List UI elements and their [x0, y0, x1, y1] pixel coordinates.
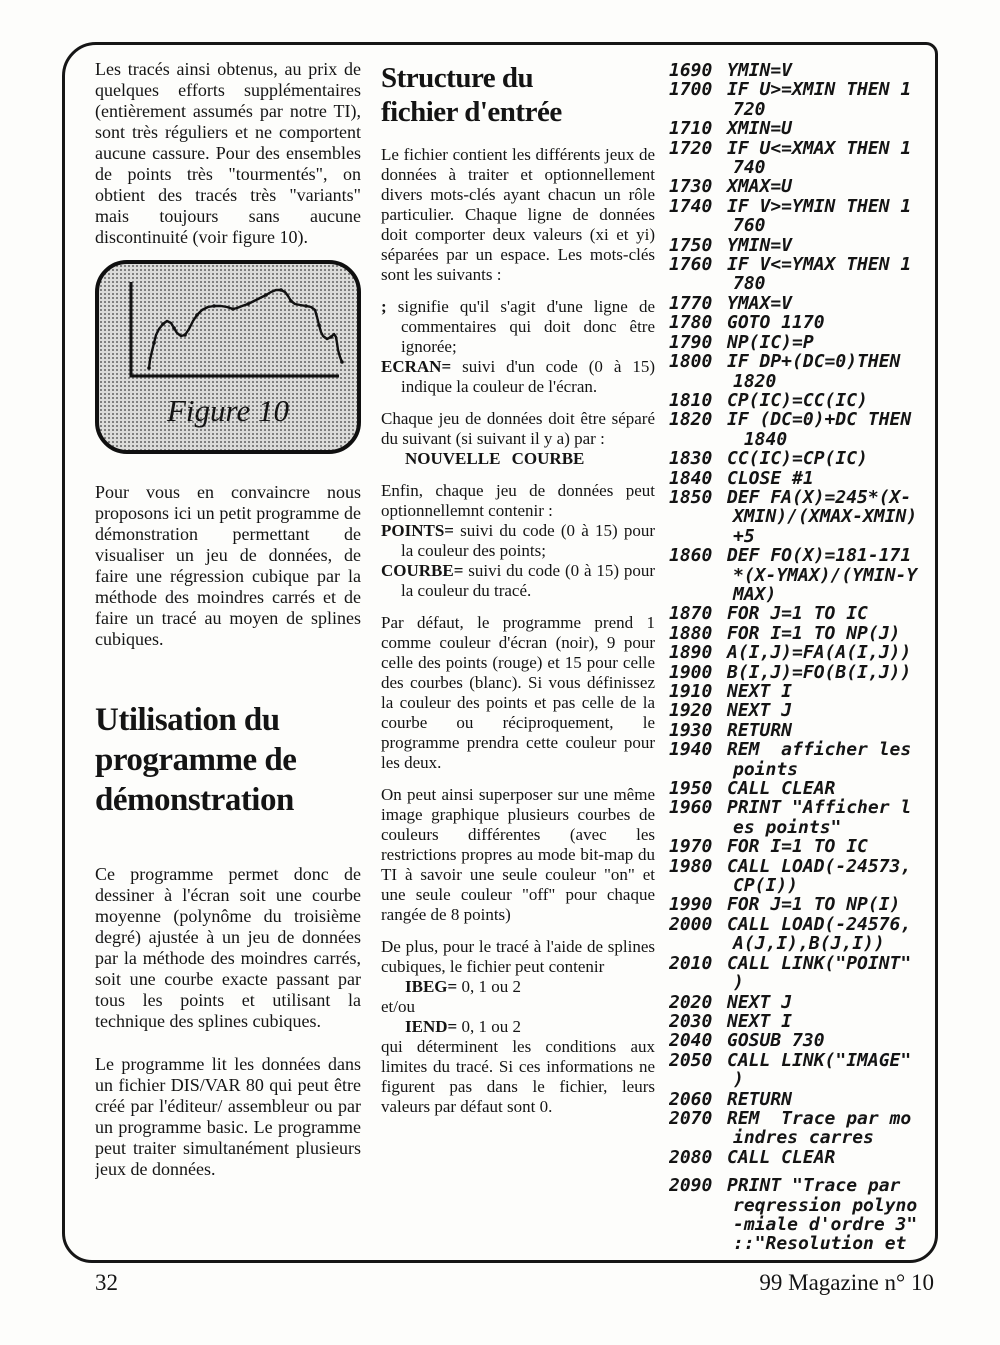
- code-text: CP(I)): [733, 875, 799, 897]
- code-line-number: 2060: [669, 1088, 713, 1110]
- code-line-number: 1740: [669, 195, 713, 217]
- figure-caption: Figure 10: [167, 393, 289, 428]
- code-line-1690: [669, 61, 929, 80]
- keyword-text: NOUVELLE COURBE: [405, 449, 585, 468]
- keyword-nouvelle-courbe: [381, 449, 655, 469]
- magazine-title: 99 Magazine n° 10: [759, 1270, 934, 1295]
- code-text: XMIN=U: [727, 118, 793, 140]
- code-text: NEXT I: [727, 1010, 793, 1032]
- code-line-1940: [669, 740, 929, 759]
- column-intro: [95, 59, 361, 1252]
- code-line-1920: [669, 701, 929, 720]
- code-line-number: 1820: [669, 409, 713, 431]
- code-text: REM afficher les: [727, 739, 912, 761]
- keyword-text: ECRAN=: [381, 357, 452, 376]
- code-line-2060: [669, 1090, 929, 1109]
- code-line-1710: [669, 119, 929, 138]
- section-heading-structure: [381, 61, 655, 129]
- code-line-number: 2040: [669, 1030, 713, 1052]
- code-line-1810: [669, 391, 929, 410]
- code-line-number: 1950: [669, 778, 713, 800]
- code-text: CALL CLEAR: [727, 778, 836, 800]
- intro-paragraph-2: Pour vous en convaincre nous proposons ici un petit programme de démonstration permettant de visualiser un jeu de données, de faire une régression cubique par la méthode des moindres carrés et de faire un tracé au moyen de splines cubiques.: [95, 482, 361, 649]
- code-line-1960-continuation: [669, 818, 929, 837]
- page-footer: [62, 1270, 938, 1296]
- code-line-2080: [669, 1148, 929, 1167]
- code-line-1840: [669, 469, 929, 488]
- body-text: Par défaut, le programme prend 1 comme couleur d'écran (noir), 9 pour celle des points (rouge) et 15 pour celle des courbes (blanc). Si vous définissez la couleur des points et pas celle de la courbe ou réciproquement, le programme prendra cette couleur pour les deux.: [381, 613, 655, 772]
- code-text: IF DP+(DC=0)THEN: [727, 351, 901, 373]
- code-line-2040: [669, 1031, 929, 1050]
- code-line-1960: [669, 798, 929, 817]
- page-number: 32: [95, 1270, 118, 1295]
- code-text: CP(IC)=CC(IC): [727, 389, 868, 411]
- code-text: NEXT J: [727, 991, 793, 1013]
- code-line-number: 2010: [669, 952, 713, 974]
- code-line-1700: [669, 80, 929, 99]
- code-line-2030: [669, 1012, 929, 1031]
- code-line-2050-continuation: [669, 1070, 929, 1089]
- code-line-1910: [669, 682, 929, 701]
- code-line-number: 2080: [669, 1146, 713, 1168]
- code-text: CC(IC)=CP(IC): [727, 448, 868, 470]
- code-line-1830: [669, 449, 929, 468]
- code-text: IF U<=XMAX THEN 1: [727, 137, 912, 159]
- body-text: Le fichier contient les différents jeux de données à traiter et optionnellement divers mots-clés ayant chacun un rôle particulier. Chaque ligne de données doit comporter deux valeurs (xi et yi) séparées par un espace. Les mots-clés sont les suivants :: [381, 145, 655, 284]
- body-text: On peut ainsi superposer sur une même image graphique plusieurs courbes de couleurs différentes (avec les restrictions propres au mode bit-map du TI à savoir une seule couleur "on" et une seule couleur "off" pour chaque rangée de 8 points): [381, 785, 655, 924]
- code-line-number: 2020: [669, 991, 713, 1013]
- code-line-1770: [669, 294, 929, 313]
- code-text: FOR J=1 TO NP(I): [727, 894, 901, 916]
- code-text: A(I,J)=FA(A(I,J)): [727, 642, 912, 664]
- code-line-2070-continuation: [669, 1128, 929, 1147]
- keyword-text: ;: [381, 297, 398, 316]
- code-text: CALL LINK("POINT": [727, 952, 912, 974]
- body-text: suivi d'un code (0 à 15) indique la couleur de l'écran.: [401, 357, 655, 396]
- code-line-number: 1910: [669, 681, 713, 702]
- code-line-2020: [669, 993, 929, 1012]
- column-structure: [381, 59, 655, 1252]
- code-line-number: 1970: [669, 836, 713, 858]
- code-text: CALL LINK("IMAGE": [727, 1049, 912, 1071]
- code-line-number: 2000: [669, 913, 713, 935]
- code-line-1850-continuation: [669, 527, 929, 546]
- plot-curve-dots: [147, 288, 344, 370]
- code-line-1720: [669, 139, 929, 158]
- code-text: MAX): [733, 583, 777, 605]
- code-text: 1840: [733, 428, 788, 450]
- code-line-number: 1780: [669, 312, 713, 334]
- code-line-number: 1690: [669, 60, 713, 81]
- code-text: points: [733, 758, 799, 780]
- code-line-1760-continuation: [669, 274, 929, 293]
- code-text: PRINT "Trace par: [727, 1175, 901, 1197]
- code-line-1740: [669, 197, 929, 216]
- usage-paragraph-1: Ce programme permet donc de dessiner à l'écran soit une courbe moyenne (polynôme du troisième degré) ajustée à un jeu de données par la méthode des moindres carrés, soit une courbe exacte passant par tous les points et utilisant la technique des splines cubiques.: [95, 864, 361, 1031]
- code-line-number: 2050: [669, 1049, 713, 1071]
- plot-curve: [149, 290, 342, 368]
- code-text: CALL CLEAR: [727, 1146, 836, 1168]
- code-text: RETURN: [727, 1088, 793, 1110]
- code-line-number: 1860: [669, 545, 713, 567]
- superposition-paragraph: [381, 785, 655, 925]
- code-line-number: 1840: [669, 467, 713, 489]
- code-line-number: 1800: [669, 351, 713, 373]
- code-text: CLOSE #1: [727, 467, 814, 489]
- page-frame: [62, 42, 938, 1263]
- code-line-2010: [669, 954, 929, 973]
- code-text: XMAX=U: [727, 176, 793, 198]
- code-line-1930: [669, 721, 929, 740]
- code-line-1780: [669, 313, 929, 332]
- code-line-number: 1700: [669, 79, 713, 101]
- code-text: indres carres: [733, 1127, 874, 1149]
- code-line-2070: [669, 1109, 929, 1128]
- code-line-number: 1990: [669, 894, 713, 916]
- code-text: +5: [733, 525, 755, 547]
- code-line-1980: [669, 857, 929, 876]
- code-line-number: 1870: [669, 603, 713, 625]
- code-line-number: 1880: [669, 622, 713, 644]
- code-line-1860: [669, 546, 929, 565]
- code-line-1900: [669, 663, 929, 682]
- code-line-1820-continuation: [669, 430, 929, 449]
- code-line-1800: [669, 352, 929, 371]
- code-line-1760: [669, 255, 929, 274]
- code-line-1980-continuation: [669, 876, 929, 895]
- keyword-ecran-definition: [381, 357, 655, 397]
- code-text: IF (DC=0)+DC THEN: [727, 409, 912, 431]
- code-text: ): [733, 1069, 744, 1091]
- code-line-number: 1930: [669, 719, 713, 741]
- code-text: YMAX=V: [727, 292, 793, 314]
- code-line-1750: [669, 236, 929, 255]
- code-line-number: 2030: [669, 1010, 713, 1032]
- separator-paragraph: [381, 409, 655, 449]
- heading-structure-line1: Structure du: [381, 62, 534, 94]
- code-line-1870: [669, 604, 929, 623]
- code-line-1880: [669, 624, 929, 643]
- code-text: 740: [733, 157, 766, 179]
- code-line-1790: [669, 333, 929, 352]
- code-text: REM Trace par mo: [727, 1107, 912, 1129]
- code-text: RETURN: [727, 719, 793, 741]
- optional-content-paragraph: [381, 481, 655, 521]
- code-line-2090-continuation: [669, 1215, 929, 1234]
- body-text: suivi du code (0 à 15) pour la couleur du tracé.: [401, 561, 655, 600]
- code-text: ::"Resolution et: [733, 1233, 907, 1252]
- code-line-1990: [669, 895, 929, 914]
- structure-blocks: [381, 145, 655, 1117]
- keyword-comment-definition: [381, 297, 655, 357]
- code-text: YMIN=V: [727, 234, 793, 256]
- code-text: FOR I=1 TO NP(J): [727, 622, 901, 644]
- keyword-text: IBEG=: [405, 977, 458, 996]
- code-text: GOSUB 730: [727, 1030, 825, 1052]
- heading-structure-line2: fichier d'entrée: [381, 96, 562, 128]
- code-line-1700-continuation: [669, 100, 929, 119]
- code-text: XMIN)/(XMAX-XMIN): [733, 506, 918, 528]
- code-line-1850-continuation: [669, 507, 929, 526]
- keyword-text: POINTS=: [381, 521, 454, 540]
- code-line-number: 1770: [669, 292, 713, 314]
- keyword-courbe-definition: [381, 561, 655, 601]
- code-text: A(J,I),B(J,I)): [733, 933, 885, 955]
- code-text: *(X-YMAX)/(YMIN-Y: [733, 564, 918, 586]
- code-line-number: 1750: [669, 234, 713, 256]
- code-line-2010-continuation: [669, 973, 929, 992]
- code-text: NP(IC)=P: [727, 331, 814, 353]
- code-text: CALL LOAD(-24576,: [727, 913, 912, 935]
- body-text: 0, 1 ou 2: [457, 977, 521, 996]
- code-text: DEF FA(X)=245*(X-: [727, 486, 912, 508]
- keyword-points-definition: [381, 521, 655, 561]
- code-text: DEF FO(X)=181-171: [727, 545, 912, 567]
- keyword-iend: [381, 1017, 655, 1037]
- code-line-number: 1730: [669, 176, 713, 198]
- code-text: 760: [733, 215, 766, 237]
- code-line-number: 1920: [669, 700, 713, 722]
- code-text: FOR J=1 TO IC: [727, 603, 868, 625]
- code-line-1820: [669, 410, 929, 429]
- code-line-number: 2090: [669, 1175, 713, 1197]
- code-line-1720-continuation: [669, 158, 929, 177]
- code-line-number: 1790: [669, 331, 713, 353]
- body-text: suivi du code (0 à 15) pour la couleur des points;: [401, 521, 655, 560]
- body-text: Enfin, chaque jeu de données peut optionnellemnt contenir :: [381, 481, 655, 520]
- section-heading-utilisation: Utilisation du programme de démonstration: [95, 702, 297, 818]
- code-line-number: 1720: [669, 137, 713, 159]
- code-line-number: 1940: [669, 739, 713, 761]
- code-listing: [669, 59, 929, 1252]
- code-text: ): [733, 972, 744, 994]
- code-line-2090: [669, 1176, 929, 1195]
- body-text: 0, 1 ou 2: [457, 1017, 521, 1036]
- code-line-number: 1890: [669, 642, 713, 664]
- body-text: De plus, pour le tracé à l'aide de splines cubiques, le fichier peut contenir: [381, 937, 655, 976]
- code-text: -miale d'ordre 3": [733, 1213, 918, 1235]
- code-line-number: 1760: [669, 254, 713, 276]
- code-text: es points": [733, 816, 842, 838]
- code-line-2000: [669, 915, 929, 934]
- code-text: B(I,J)=FO(B(I,J)): [727, 661, 912, 683]
- code-text: IF U>=XMIN THEN 1: [727, 79, 912, 101]
- keyword-ibeg: [381, 977, 655, 997]
- code-line-number: 1960: [669, 797, 713, 819]
- code-line-2050: [669, 1051, 929, 1070]
- code-line-1890: [669, 643, 929, 662]
- figure-10: [95, 260, 361, 454]
- keyword-text: IEND=: [405, 1017, 458, 1036]
- code-line-1730: [669, 177, 929, 196]
- code-text: 720: [733, 98, 766, 120]
- plot-axes: [131, 282, 339, 376]
- code-text: NEXT J: [727, 700, 793, 722]
- code-line-1740-continuation: [669, 216, 929, 235]
- code-line-1860-continuation: [669, 566, 929, 585]
- code-line-2090-continuation: [669, 1196, 929, 1215]
- figure-10-plot: [109, 274, 347, 394]
- code-text: PRINT "Afficher l: [727, 797, 912, 819]
- code-text: NEXT I: [727, 681, 793, 702]
- intro-paragraph-1: Les tracés ainsi obtenus, au prix de quelques efforts supplémentaires (entièrement assumés par notre TI), sont très réguliers et ne comportent aucune cassure. Pour des ensembles de points très "tourmentés", on obtient des tracés très "variants" mais toujours sans aucune discontinuité (voir figure 10).: [95, 59, 361, 247]
- code-line-number: 1980: [669, 855, 713, 877]
- code-text: GOTO 1170: [727, 312, 825, 334]
- code-text: 780: [733, 273, 766, 295]
- code-text: 1820: [733, 370, 777, 392]
- structure-intro-paragraph: [381, 145, 655, 285]
- code-line-number: 1900: [669, 661, 713, 683]
- code-line-number: 1710: [669, 118, 713, 140]
- keyword-text: COURBE=: [381, 561, 464, 580]
- body-text: qui déterminent les conditions aux limites du tracé. Si ces informations ne figurent pas dans le fichier, leurs valeurs par défaut sont 0.: [381, 1037, 655, 1116]
- code-text: FOR I=1 TO IC: [727, 836, 868, 858]
- default-colors-paragraph: [381, 613, 655, 773]
- splines-file-paragraph: [381, 937, 655, 977]
- code-line-number: 1850: [669, 486, 713, 508]
- code-text: IF V<=YMAX THEN 1: [727, 254, 912, 276]
- code-line-1950: [669, 779, 929, 798]
- et-ou-text: [381, 997, 655, 1017]
- usage-paragraph-2: Le programme lit les données dans un fichier DIS/VAR 80 qui peut être créé par l'éditeur/ assembleur ou par un programme basic. Le programme peut traiter simultanément plusieurs jeux de données.: [95, 1054, 361, 1179]
- code-line-number: 2070: [669, 1107, 713, 1129]
- body-text: et/ou: [381, 997, 415, 1016]
- body-text: Chaque jeu de données doit être séparé du suivant (si suivant il y a) par :: [381, 409, 655, 448]
- code-line-1970: [669, 837, 929, 856]
- code-line-1800-continuation: [669, 372, 929, 391]
- code-text: YMIN=V: [727, 60, 793, 81]
- code-text: CALL LOAD(-24573,: [727, 855, 912, 877]
- code-line-1940-continuation: [669, 760, 929, 779]
- code-line-1860-continuation: [669, 585, 929, 604]
- code-line-2000-continuation: [669, 934, 929, 953]
- code-line-2090-continuation: [669, 1234, 929, 1252]
- code-line-number: 1810: [669, 389, 713, 411]
- boundary-conditions-paragraph: [381, 1037, 655, 1117]
- body-text: signifie qu'il s'agit d'une ligne de commentaires qui doit donc être ignorée;: [397, 297, 655, 356]
- code-text: IF V>=YMIN THEN 1: [727, 195, 912, 217]
- code-line-1850: [669, 488, 929, 507]
- code-line-number: 1830: [669, 448, 713, 470]
- code-text: reqression polyno: [733, 1194, 918, 1216]
